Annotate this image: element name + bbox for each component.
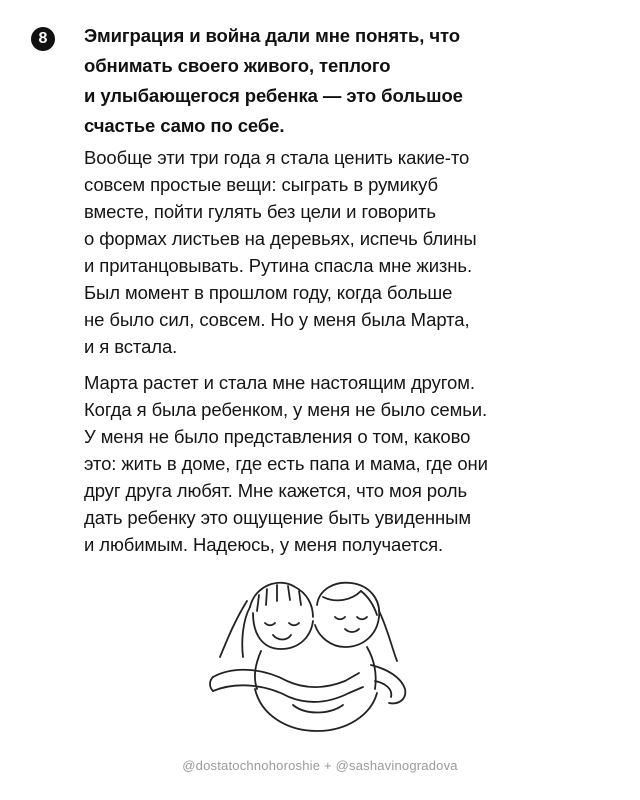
paragraph-line: вместе, пойти гулять без цели и говорить bbox=[84, 201, 436, 222]
heading-line: счастье само по себе. bbox=[84, 115, 285, 136]
paragraph-line: это: жить в доме, где есть папа и мама, где они bbox=[84, 453, 488, 474]
paragraph-line: не было сил, совсем. Но у меня была Марта, bbox=[84, 309, 470, 330]
hugging-figures-sketch-icon bbox=[195, 565, 425, 745]
paragraph-line: и любимым. Надеюсь, у меня получается. bbox=[84, 534, 444, 555]
heading-line: и улыбающегося ребенка — это большое bbox=[84, 85, 463, 106]
paragraph-routine bbox=[84, 144, 614, 360]
paragraph-line: и пританцовывать. Рутина спасла мне жизнь. bbox=[84, 255, 473, 276]
heading-line: Эмиграция и война дали мне понять, что bbox=[84, 25, 460, 46]
paragraph-line: о формах листьев на деревьях, испечь блины bbox=[84, 228, 477, 249]
paragraph-line: Когда я была ребенком, у меня не было семьи. bbox=[84, 399, 488, 420]
heading-line: обнимать своего живого, теплого bbox=[84, 55, 391, 76]
slide-heading bbox=[84, 21, 604, 141]
paragraph-line: друг друга любят. Мне кажется, что моя роль bbox=[84, 480, 467, 501]
paragraph-line: дать ребенку это ощущение быть увиденным bbox=[84, 507, 471, 528]
paragraph-line: Вообще эти три года я стала ценить какие-то bbox=[84, 147, 470, 168]
footer-credits: @dostatochnohoroshie + @sashavinogradova bbox=[182, 758, 458, 773]
paragraph-line: Марта растет и стала мне настоящим другом. bbox=[84, 372, 475, 393]
paragraph-line: и я встала. bbox=[84, 336, 178, 357]
paragraph-line: Был момент в прошлом году, когда больше bbox=[84, 282, 453, 303]
paragraph-line: совсем простые вещи: сыграть в румикуб bbox=[84, 174, 438, 195]
paragraph-line: У меня не было представления о том, каково bbox=[84, 426, 471, 447]
slide-number-badge: 8 bbox=[31, 27, 55, 51]
paragraph-marta bbox=[84, 369, 614, 558]
